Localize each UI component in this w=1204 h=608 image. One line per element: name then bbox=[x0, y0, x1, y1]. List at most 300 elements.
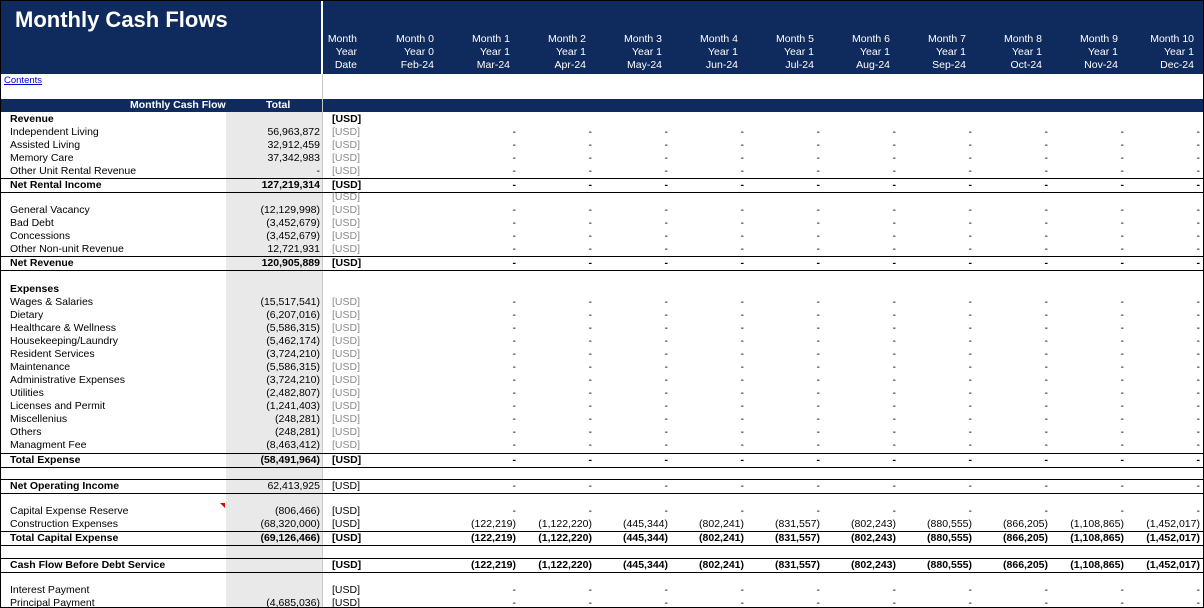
month-cell[interactable]: - bbox=[740, 348, 744, 360]
month-cell[interactable]: - bbox=[968, 335, 972, 347]
month-cell[interactable]: - bbox=[664, 400, 668, 412]
month-cell[interactable]: - bbox=[816, 126, 820, 138]
month-cell[interactable]: - bbox=[1120, 257, 1124, 269]
month-cell[interactable]: - bbox=[1044, 335, 1048, 347]
month-cell[interactable]: - bbox=[892, 454, 896, 466]
month-cell[interactable]: - bbox=[968, 243, 972, 255]
month-cell[interactable]: - bbox=[664, 413, 668, 425]
month-cell[interactable]: - bbox=[1120, 243, 1124, 255]
month-cell[interactable]: - bbox=[1120, 597, 1124, 608]
month-cell[interactable]: - bbox=[816, 322, 820, 334]
month-cell[interactable]: - bbox=[968, 204, 972, 216]
month-cell[interactable]: - bbox=[664, 309, 668, 321]
month-cell[interactable]: - bbox=[512, 505, 516, 517]
month-cell[interactable]: - bbox=[740, 217, 744, 229]
month-cell[interactable]: - bbox=[892, 322, 896, 334]
month-cell[interactable]: - bbox=[588, 413, 592, 425]
month-cell[interactable]: - bbox=[968, 374, 972, 386]
month-cell[interactable]: (880,555) bbox=[927, 518, 972, 530]
month-cell[interactable]: - bbox=[968, 152, 972, 164]
month-cell[interactable]: - bbox=[968, 597, 972, 608]
month-cell[interactable]: - bbox=[1044, 400, 1048, 412]
month-cell[interactable]: - bbox=[816, 217, 820, 229]
month-cell[interactable]: - bbox=[664, 387, 668, 399]
month-cell[interactable]: - bbox=[588, 179, 592, 191]
month-cell[interactable]: - bbox=[892, 139, 896, 151]
month-cell[interactable]: (1,452,017) bbox=[1146, 559, 1200, 571]
month-cell[interactable]: - bbox=[588, 374, 592, 386]
month-cell[interactable]: (1,452,017) bbox=[1146, 532, 1200, 544]
month-cell[interactable]: - bbox=[512, 335, 516, 347]
month-cell[interactable]: - bbox=[1044, 426, 1048, 438]
month-cell[interactable]: - bbox=[1196, 152, 1200, 164]
month-cell[interactable]: - bbox=[892, 348, 896, 360]
month-cell[interactable]: - bbox=[816, 243, 820, 255]
month-cell[interactable]: - bbox=[740, 126, 744, 138]
comment-indicator-icon[interactable] bbox=[220, 503, 225, 508]
month-cell[interactable]: - bbox=[892, 179, 896, 191]
month-cell[interactable]: - bbox=[1196, 505, 1200, 517]
month-cell[interactable]: - bbox=[1196, 217, 1200, 229]
month-cell[interactable]: - bbox=[588, 309, 592, 321]
month-cell[interactable]: - bbox=[1044, 152, 1048, 164]
month-cell[interactable]: - bbox=[664, 257, 668, 269]
month-cell[interactable]: (445,344) bbox=[623, 518, 668, 530]
month-cell[interactable]: - bbox=[968, 217, 972, 229]
month-cell[interactable]: - bbox=[1044, 584, 1048, 596]
month-cell[interactable]: - bbox=[968, 309, 972, 321]
month-cell[interactable]: - bbox=[1044, 296, 1048, 308]
month-cell[interactable]: - bbox=[816, 139, 820, 151]
month-cell[interactable]: - bbox=[740, 309, 744, 321]
month-cell[interactable]: - bbox=[664, 152, 668, 164]
month-cell[interactable]: - bbox=[1120, 139, 1124, 151]
month-cell[interactable]: - bbox=[588, 152, 592, 164]
month-cell[interactable]: - bbox=[740, 204, 744, 216]
month-cell[interactable]: - bbox=[1120, 480, 1124, 492]
month-cell[interactable]: - bbox=[816, 480, 820, 492]
month-cell[interactable]: - bbox=[664, 597, 668, 608]
month-cell[interactable]: - bbox=[968, 505, 972, 517]
month-cell[interactable]: (1,108,865) bbox=[1070, 559, 1124, 571]
month-cell[interactable]: (802,241) bbox=[699, 518, 744, 530]
month-cell[interactable]: - bbox=[816, 230, 820, 242]
month-cell[interactable]: - bbox=[892, 505, 896, 517]
month-cell[interactable]: - bbox=[816, 426, 820, 438]
month-cell[interactable]: - bbox=[1044, 505, 1048, 517]
month-cell[interactable]: - bbox=[1044, 204, 1048, 216]
month-cell[interactable]: - bbox=[816, 413, 820, 425]
month-cell[interactable]: - bbox=[1196, 400, 1200, 412]
month-cell[interactable]: - bbox=[664, 505, 668, 517]
month-cell[interactable]: - bbox=[588, 165, 592, 177]
month-cell[interactable]: - bbox=[816, 204, 820, 216]
month-cell[interactable]: - bbox=[816, 361, 820, 373]
month-cell[interactable]: - bbox=[740, 439, 744, 451]
month-cell[interactable]: - bbox=[664, 374, 668, 386]
month-cell[interactable]: - bbox=[892, 217, 896, 229]
month-cell[interactable]: - bbox=[512, 165, 516, 177]
month-cell[interactable]: - bbox=[664, 179, 668, 191]
month-cell[interactable]: - bbox=[968, 480, 972, 492]
month-cell[interactable]: - bbox=[512, 204, 516, 216]
month-cell[interactable]: - bbox=[1196, 230, 1200, 242]
month-cell[interactable]: - bbox=[664, 426, 668, 438]
month-cell[interactable]: - bbox=[1044, 480, 1048, 492]
month-cell[interactable]: - bbox=[1196, 204, 1200, 216]
month-cell[interactable]: (122,219) bbox=[471, 518, 516, 530]
month-cell[interactable]: - bbox=[968, 230, 972, 242]
month-cell[interactable]: - bbox=[968, 426, 972, 438]
month-cell[interactable]: - bbox=[968, 413, 972, 425]
month-cell[interactable]: - bbox=[1120, 439, 1124, 451]
month-cell[interactable]: (445,344) bbox=[623, 559, 668, 571]
month-cell[interactable]: - bbox=[968, 296, 972, 308]
month-cell[interactable]: - bbox=[588, 584, 592, 596]
month-cell[interactable]: - bbox=[664, 361, 668, 373]
month-cell[interactable]: - bbox=[816, 348, 820, 360]
month-cell[interactable]: (1,122,220) bbox=[538, 559, 592, 571]
month-cell[interactable]: - bbox=[968, 179, 972, 191]
month-cell[interactable]: - bbox=[1044, 439, 1048, 451]
contents-link[interactable]: Contents bbox=[4, 75, 43, 86]
month-cell[interactable]: - bbox=[664, 454, 668, 466]
month-cell[interactable]: - bbox=[740, 230, 744, 242]
month-cell[interactable]: - bbox=[816, 165, 820, 177]
month-cell[interactable]: - bbox=[588, 230, 592, 242]
month-cell[interactable]: - bbox=[816, 152, 820, 164]
month-cell[interactable]: - bbox=[1044, 243, 1048, 255]
month-cell[interactable]: - bbox=[968, 348, 972, 360]
month-cell[interactable]: (866,205) bbox=[1003, 518, 1048, 530]
month-cell[interactable]: (1,122,220) bbox=[538, 518, 592, 530]
month-cell[interactable]: - bbox=[816, 387, 820, 399]
month-cell[interactable]: - bbox=[512, 387, 516, 399]
month-cell[interactable]: - bbox=[512, 480, 516, 492]
month-cell[interactable]: (1,108,865) bbox=[1070, 518, 1124, 530]
month-cell[interactable]: - bbox=[1044, 139, 1048, 151]
month-cell[interactable]: - bbox=[892, 230, 896, 242]
month-cell[interactable]: - bbox=[1044, 217, 1048, 229]
month-cell[interactable]: - bbox=[1044, 165, 1048, 177]
month-cell[interactable]: - bbox=[588, 335, 592, 347]
month-cell[interactable]: - bbox=[968, 322, 972, 334]
month-cell[interactable]: - bbox=[512, 179, 516, 191]
month-cell[interactable]: - bbox=[892, 335, 896, 347]
month-cell[interactable]: - bbox=[588, 505, 592, 517]
month-cell[interactable]: - bbox=[512, 584, 516, 596]
month-cell[interactable]: (831,557) bbox=[775, 559, 820, 571]
month-cell[interactable]: - bbox=[816, 454, 820, 466]
month-cell[interactable]: - bbox=[740, 505, 744, 517]
month-cell[interactable]: (802,241) bbox=[699, 559, 744, 571]
month-cell[interactable]: (866,205) bbox=[1003, 532, 1048, 544]
month-cell[interactable]: - bbox=[588, 426, 592, 438]
month-cell[interactable]: - bbox=[1196, 257, 1200, 269]
month-cell[interactable]: - bbox=[1196, 243, 1200, 255]
month-cell[interactable]: - bbox=[1120, 387, 1124, 399]
month-cell[interactable]: - bbox=[588, 204, 592, 216]
month-cell[interactable]: - bbox=[512, 217, 516, 229]
month-cell[interactable]: - bbox=[740, 139, 744, 151]
month-cell[interactable]: - bbox=[1044, 126, 1048, 138]
month-cell[interactable]: - bbox=[740, 480, 744, 492]
month-cell[interactable]: - bbox=[740, 597, 744, 608]
month-cell[interactable]: - bbox=[740, 296, 744, 308]
month-cell[interactable]: - bbox=[512, 126, 516, 138]
month-cell[interactable]: - bbox=[512, 374, 516, 386]
month-cell[interactable]: - bbox=[740, 165, 744, 177]
month-cell[interactable]: - bbox=[1120, 361, 1124, 373]
month-cell[interactable]: - bbox=[740, 335, 744, 347]
month-cell[interactable]: - bbox=[512, 426, 516, 438]
month-cell[interactable]: - bbox=[1120, 413, 1124, 425]
month-cell[interactable]: - bbox=[816, 597, 820, 608]
month-cell[interactable]: - bbox=[892, 413, 896, 425]
month-cell[interactable]: - bbox=[1044, 387, 1048, 399]
month-cell[interactable]: - bbox=[816, 584, 820, 596]
month-cell[interactable]: - bbox=[664, 296, 668, 308]
month-cell[interactable]: - bbox=[1120, 217, 1124, 229]
month-cell[interactable]: - bbox=[1044, 413, 1048, 425]
month-cell[interactable]: - bbox=[1044, 454, 1048, 466]
month-cell[interactable]: - bbox=[1196, 361, 1200, 373]
month-cell[interactable]: - bbox=[1196, 387, 1200, 399]
month-cell[interactable]: - bbox=[1196, 480, 1200, 492]
month-cell[interactable]: - bbox=[588, 480, 592, 492]
month-cell[interactable]: - bbox=[664, 439, 668, 451]
month-cell[interactable]: - bbox=[892, 480, 896, 492]
month-cell[interactable]: - bbox=[1044, 348, 1048, 360]
month-cell[interactable]: - bbox=[816, 257, 820, 269]
month-cell[interactable]: - bbox=[968, 387, 972, 399]
month-cell[interactable]: - bbox=[1196, 322, 1200, 334]
month-cell[interactable]: - bbox=[588, 387, 592, 399]
month-cell[interactable]: - bbox=[588, 348, 592, 360]
month-cell[interactable]: - bbox=[1120, 204, 1124, 216]
month-cell[interactable]: - bbox=[1120, 374, 1124, 386]
month-cell[interactable]: - bbox=[892, 165, 896, 177]
month-cell[interactable]: - bbox=[512, 296, 516, 308]
month-cell[interactable]: - bbox=[1196, 165, 1200, 177]
month-cell[interactable]: - bbox=[512, 597, 516, 608]
month-cell[interactable]: - bbox=[892, 126, 896, 138]
month-cell[interactable]: (802,241) bbox=[699, 532, 744, 544]
month-cell[interactable]: - bbox=[892, 400, 896, 412]
month-cell[interactable]: - bbox=[1120, 584, 1124, 596]
month-cell[interactable]: - bbox=[816, 335, 820, 347]
month-cell[interactable]: - bbox=[1044, 309, 1048, 321]
month-cell[interactable]: - bbox=[1120, 348, 1124, 360]
month-cell[interactable]: - bbox=[1044, 179, 1048, 191]
month-cell[interactable]: - bbox=[512, 230, 516, 242]
month-cell[interactable]: - bbox=[740, 426, 744, 438]
month-cell[interactable]: - bbox=[664, 584, 668, 596]
month-cell[interactable]: - bbox=[512, 322, 516, 334]
month-cell[interactable]: (802,243) bbox=[851, 518, 896, 530]
month-cell[interactable]: - bbox=[1196, 139, 1200, 151]
month-cell[interactable]: - bbox=[968, 126, 972, 138]
month-cell[interactable]: - bbox=[512, 439, 516, 451]
month-cell[interactable]: - bbox=[1120, 400, 1124, 412]
month-cell[interactable]: (1,122,220) bbox=[538, 532, 592, 544]
month-cell[interactable]: - bbox=[740, 413, 744, 425]
month-cell[interactable]: - bbox=[512, 152, 516, 164]
month-cell[interactable]: - bbox=[1196, 439, 1200, 451]
month-cell[interactable]: - bbox=[1196, 597, 1200, 608]
month-cell[interactable]: - bbox=[588, 257, 592, 269]
month-cell[interactable]: - bbox=[816, 374, 820, 386]
month-cell[interactable]: (880,555) bbox=[927, 532, 972, 544]
month-cell[interactable]: - bbox=[1196, 179, 1200, 191]
month-cell[interactable]: - bbox=[1196, 126, 1200, 138]
month-cell[interactable]: - bbox=[1044, 322, 1048, 334]
month-cell[interactable]: - bbox=[740, 454, 744, 466]
month-cell[interactable]: - bbox=[740, 361, 744, 373]
month-cell[interactable]: - bbox=[816, 179, 820, 191]
month-cell[interactable]: - bbox=[1120, 505, 1124, 517]
month-cell[interactable]: - bbox=[1120, 454, 1124, 466]
month-cell[interactable]: - bbox=[740, 179, 744, 191]
month-cell[interactable]: - bbox=[1196, 426, 1200, 438]
month-cell[interactable]: - bbox=[740, 374, 744, 386]
month-cell[interactable]: - bbox=[664, 165, 668, 177]
month-cell[interactable]: - bbox=[664, 243, 668, 255]
month-cell[interactable]: - bbox=[588, 139, 592, 151]
month-cell[interactable]: - bbox=[1120, 322, 1124, 334]
month-cell[interactable]: - bbox=[588, 400, 592, 412]
month-cell[interactable]: - bbox=[588, 243, 592, 255]
month-cell[interactable]: - bbox=[664, 322, 668, 334]
month-cell[interactable]: - bbox=[740, 400, 744, 412]
month-cell[interactable]: - bbox=[968, 400, 972, 412]
month-cell[interactable]: - bbox=[1196, 296, 1200, 308]
month-cell[interactable]: (831,557) bbox=[775, 518, 820, 530]
month-cell[interactable]: - bbox=[1120, 335, 1124, 347]
month-cell[interactable]: - bbox=[1044, 374, 1048, 386]
month-cell[interactable]: - bbox=[892, 204, 896, 216]
month-cell[interactable]: - bbox=[512, 257, 516, 269]
month-cell[interactable]: - bbox=[892, 296, 896, 308]
month-cell[interactable]: (122,219) bbox=[471, 559, 516, 571]
month-cell[interactable]: - bbox=[892, 426, 896, 438]
month-cell[interactable]: (1,108,865) bbox=[1070, 532, 1124, 544]
month-cell[interactable]: (831,557) bbox=[775, 532, 820, 544]
month-cell[interactable]: - bbox=[1120, 126, 1124, 138]
month-cell[interactable]: - bbox=[1196, 454, 1200, 466]
month-cell[interactable]: - bbox=[664, 348, 668, 360]
month-cell[interactable]: - bbox=[588, 296, 592, 308]
month-cell[interactable]: - bbox=[1044, 230, 1048, 242]
month-cell[interactable]: - bbox=[512, 309, 516, 321]
month-cell[interactable]: - bbox=[588, 454, 592, 466]
month-cell[interactable]: - bbox=[588, 217, 592, 229]
month-cell[interactable]: - bbox=[1120, 296, 1124, 308]
month-cell[interactable]: - bbox=[1120, 309, 1124, 321]
month-cell[interactable]: - bbox=[512, 243, 516, 255]
month-cell[interactable]: - bbox=[892, 152, 896, 164]
month-cell[interactable]: - bbox=[664, 335, 668, 347]
month-cell[interactable]: - bbox=[740, 243, 744, 255]
month-cell[interactable]: - bbox=[892, 361, 896, 373]
month-cell[interactable]: - bbox=[588, 439, 592, 451]
month-cell[interactable]: (802,243) bbox=[851, 559, 896, 571]
month-cell[interactable]: - bbox=[512, 454, 516, 466]
month-cell[interactable]: - bbox=[816, 505, 820, 517]
month-cell[interactable]: - bbox=[1196, 413, 1200, 425]
month-cell[interactable]: - bbox=[588, 597, 592, 608]
month-cell[interactable]: - bbox=[1044, 257, 1048, 269]
month-cell[interactable]: - bbox=[1196, 335, 1200, 347]
month-cell[interactable]: - bbox=[892, 584, 896, 596]
month-cell[interactable]: - bbox=[1196, 374, 1200, 386]
month-cell[interactable]: - bbox=[968, 361, 972, 373]
month-cell[interactable]: - bbox=[816, 296, 820, 308]
month-cell[interactable]: - bbox=[1044, 361, 1048, 373]
month-cell[interactable]: - bbox=[1120, 152, 1124, 164]
month-cell[interactable]: - bbox=[664, 139, 668, 151]
month-cell[interactable]: - bbox=[892, 243, 896, 255]
month-cell[interactable]: - bbox=[892, 374, 896, 386]
month-cell[interactable]: (1,452,017) bbox=[1146, 518, 1200, 530]
month-cell[interactable]: - bbox=[968, 439, 972, 451]
month-cell[interactable]: - bbox=[664, 204, 668, 216]
month-cell[interactable]: - bbox=[664, 126, 668, 138]
month-cell[interactable]: - bbox=[740, 257, 744, 269]
month-cell[interactable]: - bbox=[588, 361, 592, 373]
month-cell[interactable]: - bbox=[892, 387, 896, 399]
month-cell[interactable]: - bbox=[1120, 179, 1124, 191]
month-cell[interactable]: - bbox=[816, 309, 820, 321]
month-cell[interactable]: - bbox=[664, 230, 668, 242]
month-cell[interactable]: - bbox=[588, 322, 592, 334]
month-cell[interactable]: - bbox=[1196, 584, 1200, 596]
month-cell[interactable]: - bbox=[816, 439, 820, 451]
month-cell[interactable]: - bbox=[968, 257, 972, 269]
month-cell[interactable]: - bbox=[664, 480, 668, 492]
month-cell[interactable]: - bbox=[1120, 426, 1124, 438]
month-cell[interactable]: - bbox=[968, 165, 972, 177]
month-cell[interactable]: - bbox=[892, 309, 896, 321]
month-cell[interactable]: (122,219) bbox=[471, 532, 516, 544]
month-cell[interactable]: - bbox=[1044, 597, 1048, 608]
month-cell[interactable]: - bbox=[968, 139, 972, 151]
month-cell[interactable]: - bbox=[892, 439, 896, 451]
month-cell[interactable]: - bbox=[892, 597, 896, 608]
month-cell[interactable]: - bbox=[1196, 348, 1200, 360]
month-cell[interactable]: - bbox=[512, 361, 516, 373]
month-cell[interactable]: (880,555) bbox=[927, 559, 972, 571]
month-cell[interactable]: - bbox=[1120, 165, 1124, 177]
month-cell[interactable]: - bbox=[512, 139, 516, 151]
month-cell[interactable]: - bbox=[740, 322, 744, 334]
month-cell[interactable]: - bbox=[892, 257, 896, 269]
month-cell[interactable]: - bbox=[968, 454, 972, 466]
month-cell[interactable]: - bbox=[816, 400, 820, 412]
month-cell[interactable]: - bbox=[1120, 230, 1124, 242]
month-cell[interactable]: - bbox=[740, 584, 744, 596]
month-cell[interactable]: (866,205) bbox=[1003, 559, 1048, 571]
month-cell[interactable]: - bbox=[1196, 309, 1200, 321]
month-cell[interactable]: - bbox=[512, 413, 516, 425]
month-cell[interactable]: - bbox=[512, 400, 516, 412]
month-cell[interactable]: - bbox=[740, 387, 744, 399]
month-cell[interactable]: (802,243) bbox=[851, 532, 896, 544]
month-cell[interactable]: - bbox=[588, 126, 592, 138]
month-cell[interactable]: (445,344) bbox=[623, 532, 668, 544]
month-cell[interactable]: - bbox=[968, 584, 972, 596]
month-cell[interactable]: - bbox=[740, 152, 744, 164]
